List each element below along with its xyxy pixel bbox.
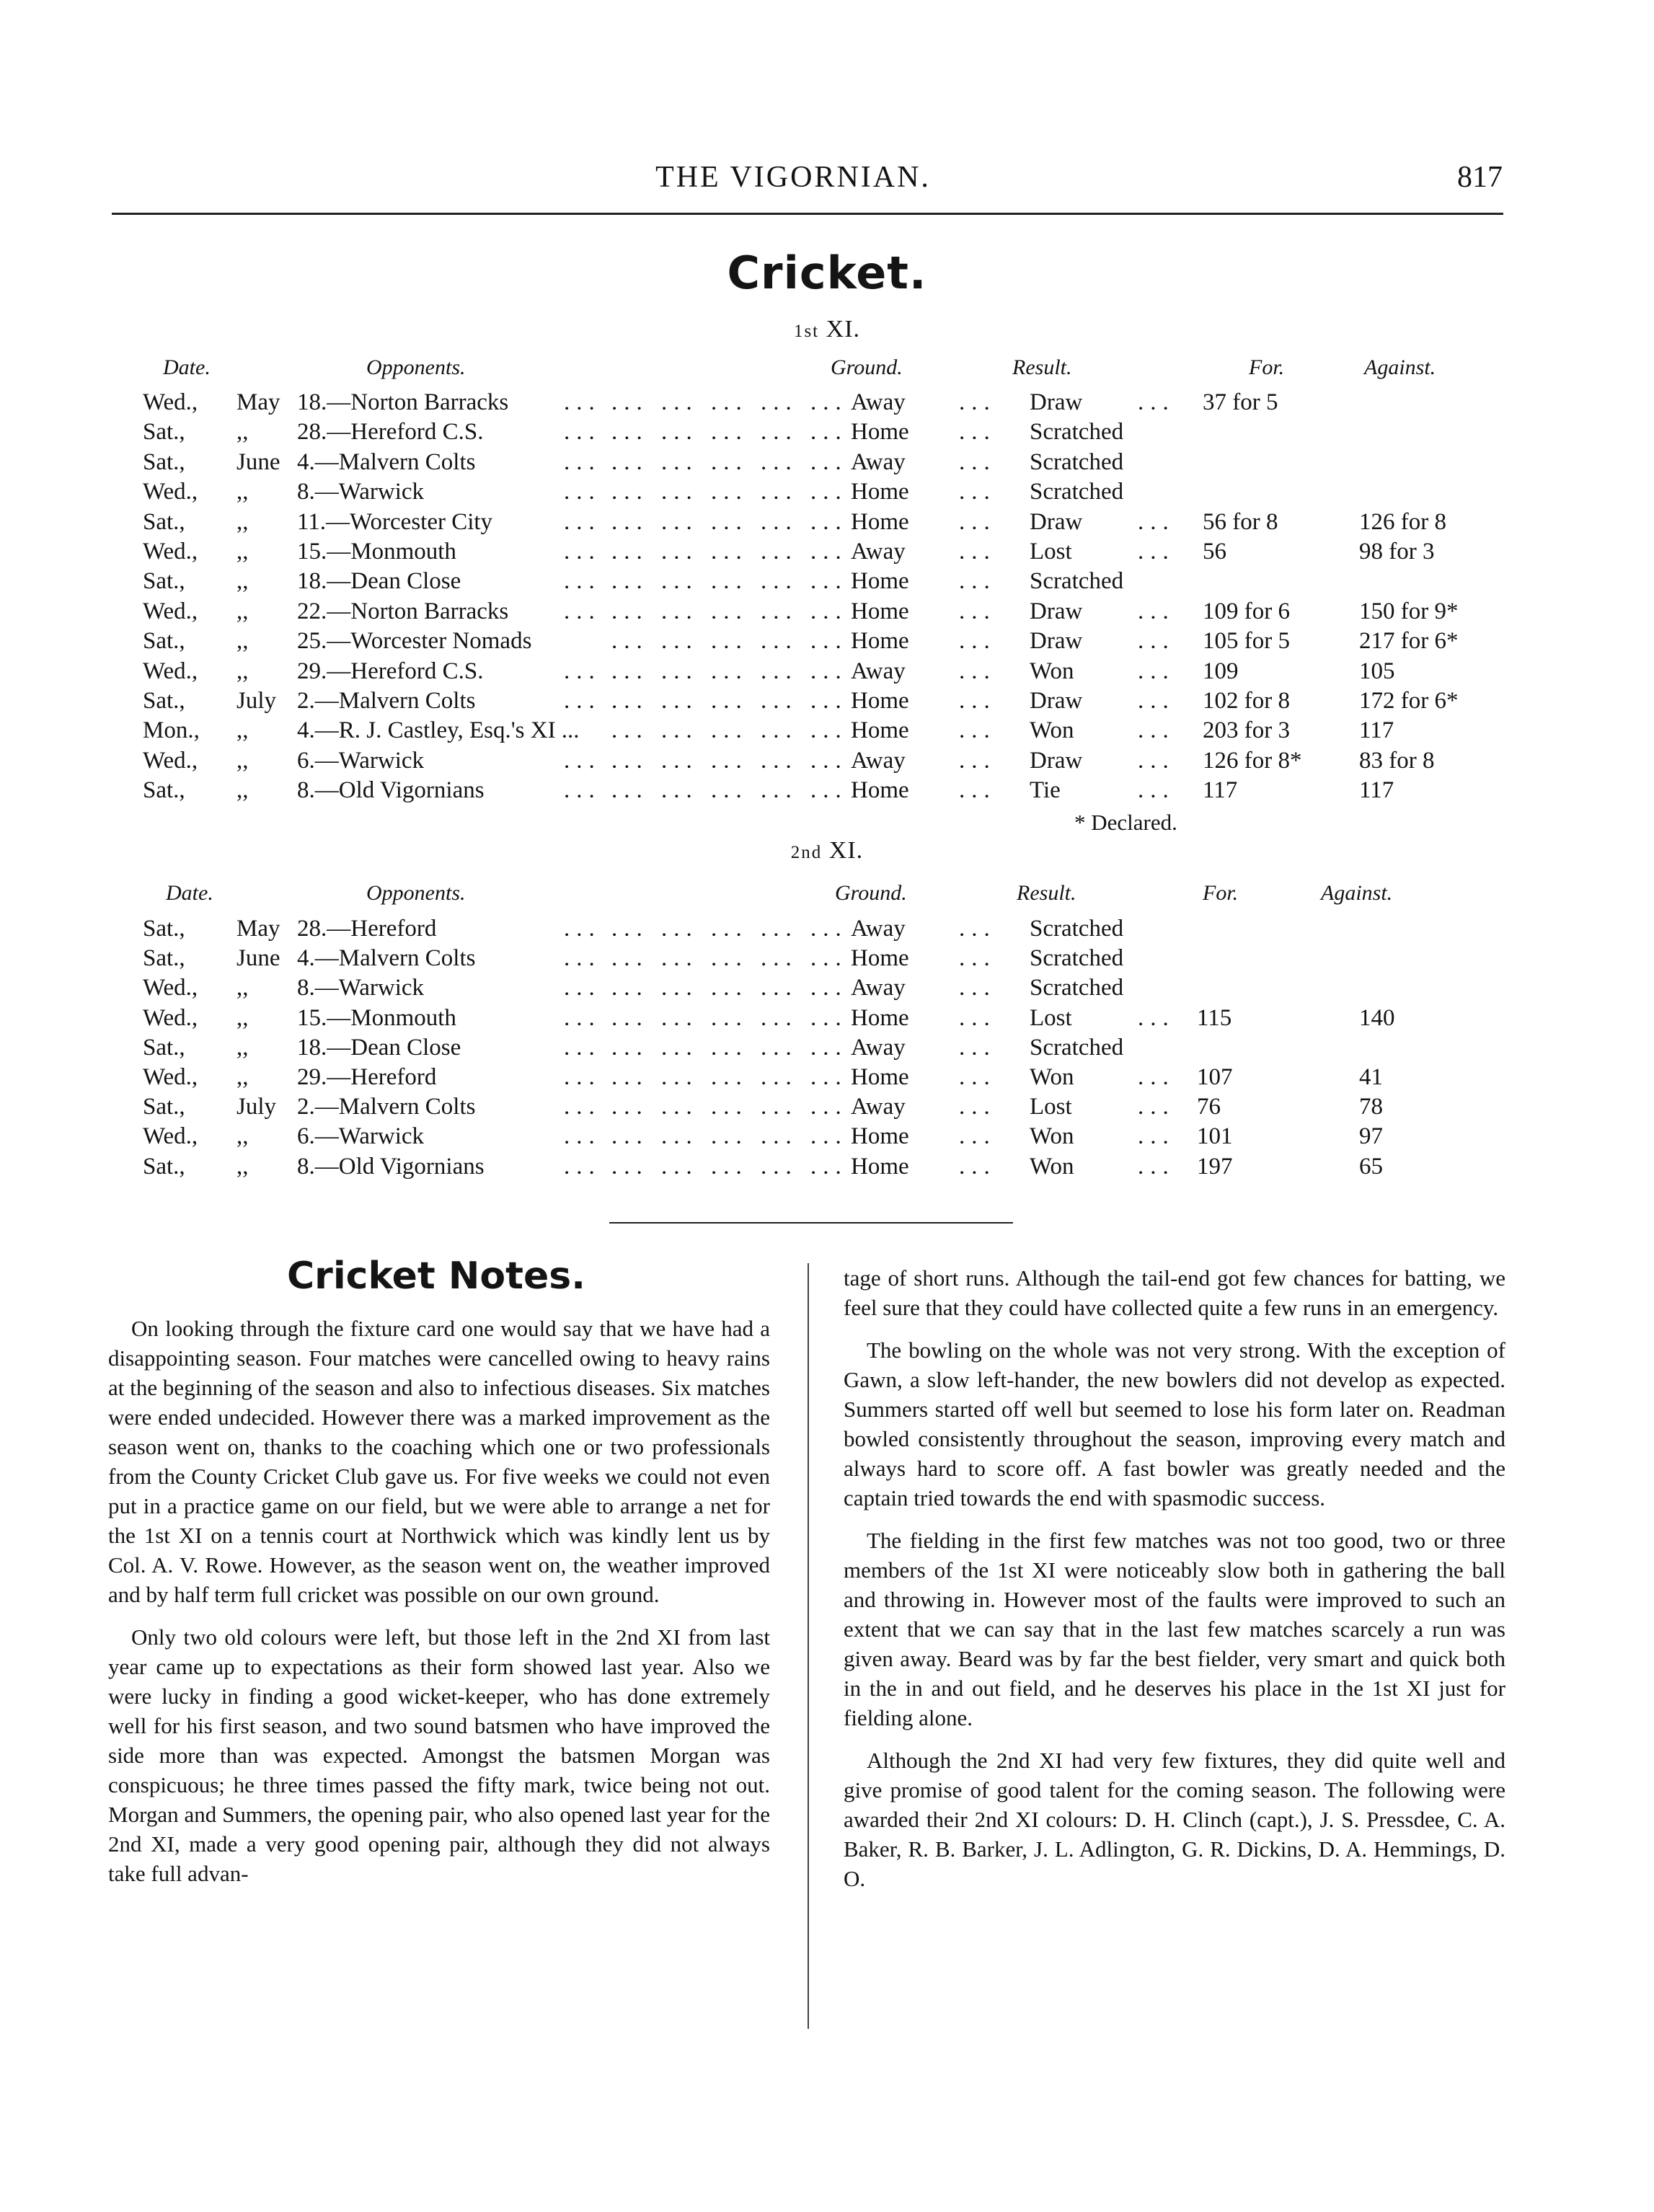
fixture-result: Lost (1030, 1004, 1072, 1031)
leader-dots: ... (959, 1094, 996, 1120)
fixture-against: 117 (1359, 717, 1394, 744)
leader-dots: ... ... ... ... ... (611, 539, 848, 565)
leader-dots: ... (1138, 1004, 1175, 1031)
leader-dots: ... (1138, 1094, 1175, 1120)
fixture-date-opponent: 18.—Dean Close (297, 1034, 461, 1061)
fixture-date-opponent: 15.—Monmouth (297, 1004, 456, 1031)
fixture-row (0, 945, 1654, 974)
leader-dots: ... ... ... ... ... (611, 1004, 848, 1031)
leader-dots: ... (1138, 1123, 1175, 1150)
leader-dots: ... ... ... ... ... (611, 1034, 848, 1061)
fixture-date-opponent: 8.—Warwick (297, 975, 425, 1001)
fixture-day: Sat., (143, 1034, 185, 1061)
leader-dots: ... (1138, 777, 1175, 804)
fixture-row (0, 1094, 1654, 1123)
leader-dots: ... (959, 945, 996, 972)
fixture-date-opponent: 18.—Norton Barracks (297, 389, 509, 415)
leader-dots: ... ... ... ... ... (611, 1153, 848, 1180)
leader-dots: ... (959, 389, 996, 415)
fixture-row (0, 1064, 1654, 1093)
fixture-date-opponent: 18.—Dean Close (297, 568, 461, 595)
fixture-row (0, 1035, 1654, 1063)
leader-dots: ... (959, 1034, 996, 1061)
leader-dots: ... (1138, 658, 1175, 684)
notes-paragraph: On looking through the fixture card one would say that we have had a disappointing season. Four matches were cancelled owing to heavy rains at the beginning of the season and also to infectious diseases. Six matches were ended undecided. However there was a marked improvement as the season went on, thanks to the coaching which one or two professionals from the County Cricket Club gave us. For five weeks we could not even put in a practice game on our field, but we were able to arrange a net for the 1st XI on a tennis court at Northwick which was kindly lent us by Col. A. V. Rowe. However, as the season went on, the weather improved and by half term full cricket was possible on our own ground. (108, 1316, 770, 1607)
fixture-date-opponent: 6.—Warwick (297, 1123, 425, 1150)
leader-dots: ... ... ... ... ... (611, 419, 848, 446)
leader-dots: ... (959, 628, 996, 655)
fixture-ground: Away (851, 448, 906, 475)
declared-footnote: * Declared. (1074, 810, 1177, 835)
fixture-ground: Home (851, 688, 909, 714)
fixture-row (0, 916, 1654, 944)
notes-paragraph: The bowling on the whole was not very strong. With the exception of Gawn, a slow left-hander, the new bowlers did not develop as expected. Summers started off well but seemed to lose his form later on. Readman bowled consistently throughout the season, improving every match and always hard to score off. A fast bowler was greatly needed and the captain tried towards the end with spasmodic success. (844, 1337, 1505, 1510)
notes-right-column (844, 1263, 1505, 1906)
fixture-day: Wed., (143, 389, 198, 415)
page-number: 817 (1457, 161, 1503, 194)
fixture-result: Scratched (1030, 916, 1124, 942)
col-for: For. (1203, 881, 1239, 905)
col-against: Against. (1321, 881, 1393, 905)
fixture-day: Sat., (143, 568, 185, 595)
fixture-date-opponent: 28.—Hereford C.S. (297, 419, 484, 446)
col-ground: Ground. (831, 355, 903, 379)
leader-dots: ... (564, 419, 601, 446)
fixture-result: Draw (1030, 508, 1083, 535)
fixture-result: Won (1030, 1123, 1074, 1150)
fixture-day: Sat., (143, 448, 185, 475)
leader-dots: ... (1138, 1153, 1175, 1180)
col-result: Result. (1017, 881, 1076, 905)
fixture-month: ,, (236, 975, 249, 1001)
leader-dots: ... (959, 747, 996, 774)
col-against: Against. (1364, 355, 1436, 379)
fixture-against: 83 for 8 (1359, 747, 1435, 774)
fixture-result: Draw (1030, 389, 1083, 415)
fixture-result: Scratched (1030, 1034, 1124, 1061)
fixture-date-opponent: 4.—Malvern Colts (297, 945, 476, 972)
fixture-against: 140 (1359, 1004, 1395, 1031)
running-title: THE VIGORNIAN. (655, 161, 931, 194)
fixture-month: ,, (236, 777, 249, 804)
leader-dots: ... (564, 448, 601, 475)
fixture-row (0, 539, 1654, 567)
leader-dots: ... (1138, 747, 1175, 774)
leader-dots: ... ... ... ... ... (611, 479, 848, 505)
fixture-day: Sat., (143, 916, 185, 942)
leader-dots: ... ... ... ... ... (611, 1094, 848, 1120)
fixture-for: 115 (1197, 1004, 1232, 1031)
leader-dots: ... (959, 508, 996, 535)
fixture-for: 37 for 5 (1203, 389, 1278, 415)
fixture-day: Sat., (143, 628, 185, 655)
fixture-month: ,, (236, 568, 249, 595)
leader-dots: ... ... ... ... ... (611, 688, 848, 714)
fixture-month: ,, (236, 1064, 249, 1090)
first-xi-heading (0, 316, 1654, 343)
fixture-month: ,, (236, 479, 249, 505)
col-opponents: Opponents. (366, 355, 466, 379)
section-divider-rule (609, 1222, 1013, 1224)
fixture-result: Scratched (1030, 975, 1124, 1001)
fixture-row (0, 688, 1654, 717)
col-date: Date. (163, 355, 211, 379)
fixture-month: July (236, 1094, 277, 1120)
fixture-row (0, 509, 1654, 538)
leader-dots: ... (564, 688, 601, 714)
leader-dots: ... ... ... ... ... (611, 916, 848, 942)
leader-dots: ... ... ... ... ... (611, 747, 848, 774)
fixture-row (0, 389, 1654, 418)
fixture-month: ,, (236, 658, 249, 684)
fixture-ground: Away (851, 1094, 906, 1120)
leader-dots: ... ... ... ... ... (611, 777, 848, 804)
fixture-ground: Home (851, 1153, 909, 1180)
fixture-row (0, 1154, 1654, 1182)
fixture-ground: Away (851, 658, 906, 684)
leader-dots: ... ... ... ... ... (611, 598, 848, 624)
fixture-date-opponent: 8.—Old Vigornians (297, 1153, 485, 1180)
cricket-notes-heading: Cricket Notes. (287, 1255, 585, 1298)
fixture-day: Wed., (143, 1004, 198, 1031)
fixture-month: ,, (236, 419, 249, 446)
fixture-ground: Home (851, 1064, 909, 1090)
fixture-ground: Home (851, 1004, 909, 1031)
fixture-result: Won (1030, 658, 1074, 684)
first-xi-heading-rest: XI. (819, 316, 861, 342)
leader-dots: ... (564, 747, 601, 774)
leader-dots: ... (564, 1123, 601, 1150)
fixture-result: Scratched (1030, 479, 1124, 505)
fixture-month: ,, (236, 747, 249, 774)
leader-dots: ... ... ... ... ... (611, 1064, 848, 1090)
fixture-result: Draw (1030, 688, 1083, 714)
second-xi-column-headers (0, 881, 1654, 910)
fixture-for: 105 for 5 (1203, 628, 1290, 655)
leader-dots: ... (959, 1153, 996, 1180)
second-xi-heading (0, 837, 1654, 864)
fixture-against: 97 (1359, 1123, 1383, 1150)
leader-dots: ... (564, 389, 601, 415)
leader-dots: ... ... ... ... ... (611, 628, 848, 655)
leader-dots: ... (564, 1034, 601, 1061)
fixture-row (0, 748, 1654, 777)
leader-dots: ... (959, 598, 996, 624)
fixture-row (0, 975, 1654, 1004)
header-rule (112, 213, 1503, 215)
fixture-month: ,, (236, 598, 249, 624)
fixture-result: Scratched (1030, 419, 1124, 446)
leader-dots: ... (959, 1123, 996, 1150)
fixture-against: 78 (1359, 1094, 1383, 1120)
fixture-ground: Home (851, 419, 909, 446)
fixture-month: ,, (236, 539, 249, 565)
cricket-heading: Cricket. (727, 247, 927, 299)
fixture-ground: Home (851, 508, 909, 535)
fixture-day: Sat., (143, 419, 185, 446)
fixture-for: 126 for 8* (1203, 747, 1302, 774)
leader-dots: ... ... ... ... ... (611, 658, 848, 684)
leader-dots: ... (959, 916, 996, 942)
fixture-day: Mon., (143, 717, 200, 744)
fixture-result: Draw (1030, 747, 1083, 774)
leader-dots: ... (564, 1064, 601, 1090)
fixture-result: Won (1030, 1064, 1074, 1090)
fixture-month: May (236, 916, 280, 942)
leader-dots: ... ... ... ... ... (611, 508, 848, 535)
fixture-for: 109 (1203, 658, 1239, 684)
leader-dots: ... (1138, 598, 1175, 624)
fixture-day: Wed., (143, 658, 198, 684)
leader-dots: ... ... ... ... ... (611, 975, 848, 1001)
fixture-month: ,, (236, 717, 249, 744)
fixture-date-opponent: 28.—Hereford (297, 916, 437, 942)
notes-paragraph: The fielding in the first few matches was not too good, two or three members of the 1st XI were noticeably slow both in gathering the ball and throwing in. However most of the faults were improved to such an extent that we can say that in the last few matches scarcely a run was given away. Beard was by far the best fielder, very smart and quick both in the in and out field, and he deserves his place in the 1st XI just for fielding alone. (844, 1528, 1505, 1730)
fixture-row (0, 628, 1654, 657)
fixture-day: Wed., (143, 1064, 198, 1090)
fixture-date-opponent: 2.—Malvern Colts (297, 688, 476, 714)
fixture-for: 203 for 3 (1203, 717, 1290, 744)
leader-dots: ... ... ... ... ... (611, 717, 848, 744)
leader-dots: ... (1138, 717, 1175, 744)
fixture-month: ,, (236, 508, 249, 535)
leader-dots: ... (959, 1064, 996, 1090)
fixture-against: 217 for 6* (1359, 628, 1459, 655)
leader-dots: ... (959, 688, 996, 714)
fixture-against: 98 for 3 (1359, 539, 1435, 565)
fixture-row (0, 449, 1654, 478)
fixture-result: Draw (1030, 628, 1083, 655)
fixture-row (0, 479, 1654, 508)
fixture-day: Wed., (143, 975, 198, 1001)
fixture-day: Sat., (143, 688, 185, 714)
fixture-ground: Away (851, 747, 906, 774)
fixture-day: Sat., (143, 1094, 185, 1120)
fixture-ground: Away (851, 975, 906, 1001)
fixture-date-opponent: 4.—Malvern Colts (297, 448, 476, 475)
fixture-date-opponent: 2.—Malvern Colts (297, 1094, 476, 1120)
fixture-for: 101 (1197, 1123, 1233, 1150)
notes-paragraph: Although the 2nd XI had very few fixtures, they did quite well and give promise of good talent for the coming season. The following were awarded their 2nd XI colours: D. H. Clinch (capt.), J. S. Pressdee, C. A. Baker, R. B. Barker, J. L. Adlington, G. R. Dickins, D. A. Hemmings, D. O. (844, 1748, 1505, 1891)
fixture-ground: Home (851, 598, 909, 624)
fixture-result: Draw (1030, 598, 1083, 624)
fixture-against: 105 (1359, 658, 1395, 684)
leader-dots: ... (564, 945, 601, 972)
leader-dots: ... (959, 539, 996, 565)
fixture-day: Wed., (143, 479, 198, 505)
fixture-date-opponent: 8.—Warwick (297, 479, 425, 505)
fixture-date-opponent: 29.—Hereford (297, 1064, 437, 1090)
leader-dots: ... (1138, 628, 1175, 655)
leader-dots: ... ... ... ... ... (611, 448, 848, 475)
fixture-for: 107 (1197, 1064, 1233, 1090)
fixture-row (0, 658, 1654, 687)
col-opponents: Opponents. (366, 881, 466, 905)
leader-dots: ... ... ... ... ... (611, 945, 848, 972)
notes-paragraph: Only two old colours were left, but those left in the 2nd XI from last year came up to expectations as their form showed last year. Also we were lucky in finding a good wicket-keeper, who has done extremely well for his first season, and two sound batsmen who have improved the side more than was expected. Amongst the batsmen Morgan was conspicuous; he three times passed the fifty mark, twice being not out. Morgan and Summers, the opening pair, who also opened last year for the 2nd XI, made a very good opening pair, although they did not always take full advan- (108, 1624, 770, 1886)
fixture-for: 76 (1197, 1094, 1221, 1120)
fixture-result: Scratched (1030, 448, 1124, 475)
fixture-against: 117 (1359, 777, 1394, 804)
fixture-result: Won (1030, 1153, 1074, 1180)
fixture-month: June (236, 448, 280, 475)
col-for: For. (1249, 355, 1285, 379)
leader-dots: ... (959, 658, 996, 684)
fixture-for: 109 for 6 (1203, 598, 1290, 624)
leader-dots: ... (959, 975, 996, 1001)
fixture-row (0, 1123, 1654, 1152)
fixture-month: ,, (236, 628, 249, 655)
fixture-for: 102 for 8 (1203, 688, 1290, 714)
leader-dots: ... (959, 419, 996, 446)
fixture-date-opponent: 22.—Norton Barracks (297, 598, 509, 624)
fixture-date-opponent: 29.—Hereford C.S. (297, 658, 484, 684)
first-xi-column-headers (0, 355, 1654, 384)
leader-dots: ... (1138, 1064, 1175, 1090)
leader-dots: ... (959, 479, 996, 505)
leader-dots: ... (564, 777, 601, 804)
fixture-month: ,, (236, 1153, 249, 1180)
fixture-for: 56 (1203, 539, 1226, 565)
first-xi-heading-num: 1st (793, 322, 820, 341)
leader-dots: ... (1138, 539, 1175, 565)
fixture-day: Sat., (143, 777, 185, 804)
fixture-result: Lost (1030, 539, 1072, 565)
fixture-month: June (236, 945, 280, 972)
fixture-date-opponent: 4.—R. J. Castley, Esq.'s XI ... (297, 717, 580, 744)
leader-dots: ... (959, 568, 996, 595)
fixture-ground: Away (851, 389, 906, 415)
fixture-against: 172 for 6* (1359, 688, 1459, 714)
leader-dots: ... (564, 479, 601, 505)
fixture-month: ,, (236, 1034, 249, 1061)
fixture-result: Scratched (1030, 945, 1124, 972)
fixture-row (0, 598, 1654, 627)
fixture-for: 117 (1203, 777, 1238, 804)
fixture-against: 126 for 8 (1359, 508, 1446, 535)
fixture-month: ,, (236, 1004, 249, 1031)
leader-dots: ... (959, 448, 996, 475)
fixture-day: Sat., (143, 508, 185, 535)
fixture-result: Tie (1030, 777, 1061, 804)
col-date: Date. (166, 881, 213, 905)
leader-dots: ... (959, 777, 996, 804)
leader-dots: ... (1138, 688, 1175, 714)
fixture-against: 41 (1359, 1064, 1383, 1090)
fixture-day: Sat., (143, 945, 185, 972)
leader-dots: ... (564, 658, 601, 684)
leader-dots: ... (564, 975, 601, 1001)
fixture-day: Wed., (143, 598, 198, 624)
leader-dots: ... (564, 1153, 601, 1180)
fixture-day: Wed., (143, 1123, 198, 1150)
fixture-ground: Away (851, 539, 906, 565)
leader-dots: ... (564, 916, 601, 942)
fixture-day: Wed., (143, 747, 198, 774)
fixture-ground: Home (851, 568, 909, 595)
fixture-date-opponent: 8.—Old Vigornians (297, 777, 485, 804)
fixture-against: 65 (1359, 1153, 1383, 1180)
fixture-against: 150 for 9* (1359, 598, 1459, 624)
fixture-result: Scratched (1030, 568, 1124, 595)
fixture-ground: Away (851, 916, 906, 942)
fixture-day: Wed., (143, 539, 198, 565)
fixture-ground: Home (851, 1123, 909, 1150)
column-divider (808, 1263, 809, 2029)
fixture-row (0, 777, 1654, 806)
fixture-row (0, 717, 1654, 746)
col-ground: Ground. (835, 881, 907, 905)
leader-dots: ... (564, 508, 601, 535)
leader-dots: ... (1138, 508, 1175, 535)
leader-dots: ... ... ... ... ... (611, 389, 848, 415)
fixture-row (0, 419, 1654, 448)
fixture-month: ,, (236, 1123, 249, 1150)
leader-dots: ... (564, 1004, 601, 1031)
leader-dots: ... (1138, 389, 1175, 415)
fixture-ground: Home (851, 628, 909, 655)
fixture-date-opponent: 25.—Worcester Nomads (297, 628, 532, 655)
fixture-ground: Home (851, 717, 909, 744)
leader-dots: ... (959, 717, 996, 744)
fixture-row (0, 568, 1654, 597)
fixture-row (0, 1005, 1654, 1034)
fixture-for: 197 (1197, 1153, 1233, 1180)
leader-dots: ... (564, 598, 601, 624)
fixture-result: Won (1030, 717, 1074, 744)
fixture-ground: Home (851, 777, 909, 804)
leader-dots: ... ... ... ... ... (611, 568, 848, 595)
fixture-month: July (236, 688, 277, 714)
leader-dots: ... (564, 539, 601, 565)
leader-dots: ... (564, 568, 601, 595)
fixture-for: 56 for 8 (1203, 508, 1278, 535)
fixture-date-opponent: 6.—Warwick (297, 747, 425, 774)
fixture-ground: Home (851, 479, 909, 505)
fixture-date-opponent: 11.—Worcester City (297, 508, 493, 535)
notes-paragraph-continued: tage of short runs. Although the tail-end got few chances for batting, we feel sure that they could have collected quite a few runs in an emergency. (844, 1265, 1505, 1320)
col-result: Result. (1012, 355, 1072, 379)
leader-dots: ... (959, 1004, 996, 1031)
fixture-day: Sat., (143, 1153, 185, 1180)
fixture-result: Lost (1030, 1094, 1072, 1120)
fixture-month: May (236, 389, 280, 415)
fixture-ground: Home (851, 945, 909, 972)
leader-dots: ... (564, 1094, 601, 1120)
second-xi-heading-num: 2nd (790, 843, 823, 862)
fixture-ground: Away (851, 1034, 906, 1061)
fixture-date-opponent: 15.—Monmouth (297, 539, 456, 565)
second-xi-heading-rest: XI. (822, 837, 864, 864)
notes-left-column (108, 1314, 770, 1901)
leader-dots: ... ... ... ... ... (611, 1123, 848, 1150)
